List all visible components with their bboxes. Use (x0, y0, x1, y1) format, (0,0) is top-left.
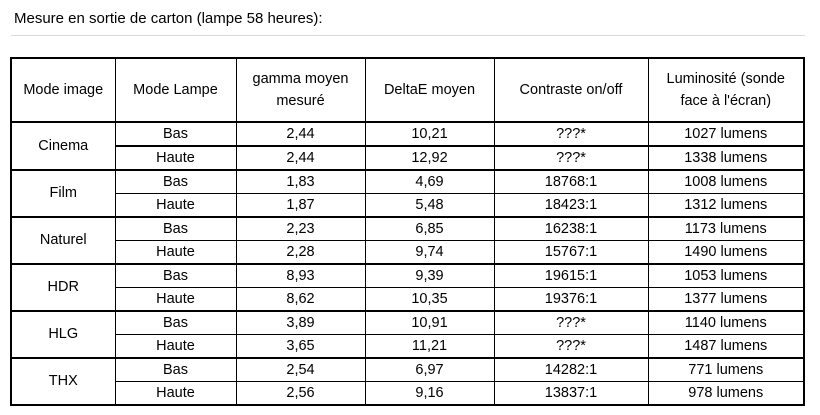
lamp-cell: Bas (115, 264, 236, 288)
table-row (11, 264, 804, 288)
luminosity-cell: 1027 lumens (648, 122, 804, 146)
mode-image-cell: Film (11, 170, 115, 217)
luminosity-cell: 1312 lumens (648, 194, 804, 218)
contrast-cell: ???* (494, 311, 648, 335)
mode-image-cell: Naturel (11, 217, 115, 264)
lamp-cell: Bas (115, 217, 236, 241)
lamp-cell: Bas (115, 122, 236, 146)
luminosity-cell: 771 lumens (648, 358, 804, 382)
table-row (11, 122, 804, 146)
contrast-cell: 14282:1 (494, 358, 648, 382)
table-caption: Mesure en sortie de carton (lampe 58 heures): (14, 10, 323, 27)
header-mode-image: Mode image (11, 58, 115, 122)
deltae-cell: 10,35 (365, 288, 494, 312)
mode-image-cell: HLG (11, 311, 115, 358)
deltae-cell: 6,85 (365, 217, 494, 241)
lamp-cell: Haute (115, 335, 236, 359)
lamp-cell: Haute (115, 288, 236, 312)
table-row (11, 241, 804, 265)
luminosity-cell: 978 lumens (648, 382, 804, 406)
lamp-cell: Haute (115, 382, 236, 406)
table-row (11, 217, 804, 241)
luminosity-cell: 1487 lumens (648, 335, 804, 359)
lamp-cell: Bas (115, 358, 236, 382)
header-row (11, 58, 804, 122)
contrast-cell: 13837:1 (494, 382, 648, 406)
gamma-cell: 3,89 (236, 311, 365, 335)
mode-image-cell: HDR (11, 264, 115, 311)
lamp-cell: Haute (115, 146, 236, 170)
gamma-cell: 3,65 (236, 335, 365, 359)
luminosity-cell: 1338 lumens (648, 146, 804, 170)
contrast-cell: 19615:1 (494, 264, 648, 288)
gamma-cell: 1,87 (236, 194, 365, 218)
luminosity-cell: 1008 lumens (648, 170, 804, 194)
mode-image-cell: Cinema (11, 122, 115, 170)
gamma-cell: 2,44 (236, 122, 365, 146)
luminosity-cell: 1140 lumens (648, 311, 804, 335)
measurement-table (10, 57, 805, 406)
contrast-cell: 15767:1 (494, 241, 648, 265)
deltae-cell: 12,92 (365, 146, 494, 170)
gamma-cell: 8,62 (236, 288, 365, 312)
luminosity-cell: 1173 lumens (648, 217, 804, 241)
contrast-cell: ???* (494, 122, 648, 146)
page-divider (11, 35, 805, 36)
gamma-cell: 1,83 (236, 170, 365, 194)
deltae-cell: 5,48 (365, 194, 494, 218)
contrast-cell: 18423:1 (494, 194, 648, 218)
table-row (11, 288, 804, 312)
table-row (11, 170, 804, 194)
deltae-cell: 10,91 (365, 311, 494, 335)
gamma-cell: 8,93 (236, 264, 365, 288)
gamma-cell: 2,54 (236, 358, 365, 382)
table-row (11, 194, 804, 218)
header-luminosite: Luminosité (sonde face à l'écran) (648, 58, 804, 122)
contrast-cell: 16238:1 (494, 217, 648, 241)
gamma-cell: 2,28 (236, 241, 365, 265)
lamp-cell: Haute (115, 241, 236, 265)
deltae-cell: 9,16 (365, 382, 494, 406)
deltae-cell: 4,69 (365, 170, 494, 194)
table-row (11, 146, 804, 170)
deltae-cell: 9,74 (365, 241, 494, 265)
gamma-cell: 2,23 (236, 217, 365, 241)
table-row (11, 382, 804, 406)
contrast-cell: ???* (494, 146, 648, 170)
deltae-cell: 10,21 (365, 122, 494, 146)
header-mode-lampe: Mode Lampe (115, 58, 236, 122)
header-gamma: gamma moyen mesuré (236, 58, 365, 122)
table-row (11, 335, 804, 359)
table-row (11, 358, 804, 382)
contrast-cell: 18768:1 (494, 170, 648, 194)
header-contraste: Contraste on/off (494, 58, 648, 122)
header-deltae: DeltaE moyen (365, 58, 494, 122)
contrast-cell: 19376:1 (494, 288, 648, 312)
mode-image-cell: THX (11, 358, 115, 405)
lamp-cell: Haute (115, 194, 236, 218)
gamma-cell: 2,44 (236, 146, 365, 170)
gamma-cell: 2,56 (236, 382, 365, 406)
table-row (11, 311, 804, 335)
deltae-cell: 9,39 (365, 264, 494, 288)
luminosity-cell: 1377 lumens (648, 288, 804, 312)
luminosity-cell: 1053 lumens (648, 264, 804, 288)
luminosity-cell: 1490 lumens (648, 241, 804, 265)
deltae-cell: 11,21 (365, 335, 494, 359)
lamp-cell: Bas (115, 311, 236, 335)
deltae-cell: 6,97 (365, 358, 494, 382)
contrast-cell: ???* (494, 335, 648, 359)
lamp-cell: Bas (115, 170, 236, 194)
